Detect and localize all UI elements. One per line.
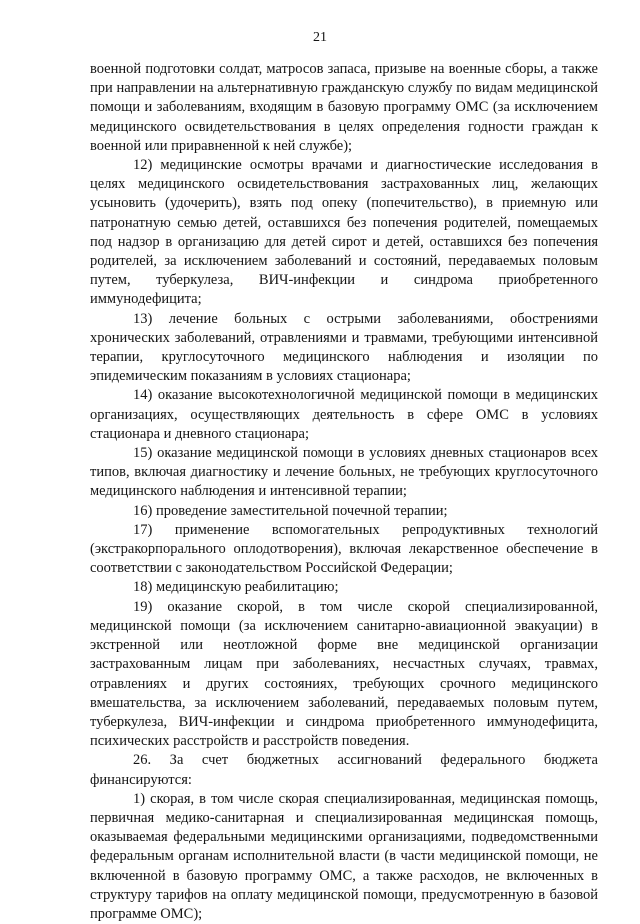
- paragraph-item-14: 14) оказание высокотехнологичной медицинской помощи в медицинских организациях, осуществляющих деятельность в сфере ОМС в условиях стационара и дневного стационара;: [90, 387, 598, 442]
- paragraph-continuation: военной подготовки солдат, матросов запаса, призыве на военные сборы, а также при направлении на альтернативную гражданскую службу по видам медицинской помощи и заболеваниям, входящим в базовую программу ОМС (за исключением медицинского освидетельствования в целях определения годности граждан к военной или приравненной к ней службе);: [90, 61, 598, 154]
- paragraph-item-16: 16) проведение заместительной почечной терапии;: [133, 502, 448, 519]
- paragraph-item-18: 18) медицинскую реабилитацию;: [133, 579, 339, 596]
- page-number: 21: [313, 30, 327, 45]
- paragraph-item-13: 13) лечение больных с острыми заболеваниями, обострениями хронических заболеваний, отравлениями и травмами, требующими интенсивной терапии, круглосуточного медицинского наблюдения и изоляции по эпидемическим показаниям в условиях стационара;: [90, 310, 598, 385]
- paragraph-item-12: 12) медицинские осмотры врачами и диагностические исследования в целях медицинского освидетельствования застрахованных лиц, желающих усыновить (удочерить), взять под опеку (попечительство), в приемную или патронатную семью детей, оставшихся без попечения родителей, помещаемых под надзор в организацию для детей сирот и детей, оставшихся без попечения родителей, за исключением заболеваний и состояний, передаваемых половым путем, туберкулеза, ВИЧ-инфекции и синдрома приобретенного иммунодефицита;: [90, 157, 598, 308]
- paragraph-item-15: 15) оказание медицинской помощи в условиях дневных стационаров всех типов, включая диагностику и лечение больных, не требующих круглосуточного медицинского наблюдения и интенсивной терапии;: [90, 445, 598, 500]
- paragraph-item-19: 19) оказание скорой, в том числе скорой специализированной, медицинской помощи (за исключением санитарно-авиационной эвакуации) в экстренной или неотложной форме вне медицинской организации застрахованным лицам при заболеваниях, несчастных случаях, травмах, отравлениях и других состояниях, требующих срочного медицинского вмешательства, за исключением заболеваний, передаваемых половым путем, туберкулеза, ВИЧ-инфекции и синдрома приобретенного иммунодефицита, психических расстройств и расстройств поведения.: [90, 598, 598, 750]
- document-body: [90, 60, 598, 924]
- paragraph-item-17: 17) применение вспомогательных репродуктивных технологий (экстракорпорального оплодотворения), включая лекарственное обеспечение в соответствии с законодательством Российской Федерации;: [90, 521, 598, 577]
- section-26-heading: 26. За счет бюджетных ассигнований федерального бюджета финансируются:: [90, 752, 598, 788]
- paragraph-section-26-item-1: 1) скорая, в том числе скорая специализированная, медицинская помощь, первичная медико-санитарная и специализированная медицинская помощь, оказываемая федеральными медицинскими организациями, подведомственными федеральным органам исполнительной власти (в части медицинской помощи, не включенной в базовую программу ОМС, а также расходов, не включенных в структуру тарифов на оплату медицинской помощи, предусмотренную в базовой программе ОМС);: [90, 790, 598, 922]
